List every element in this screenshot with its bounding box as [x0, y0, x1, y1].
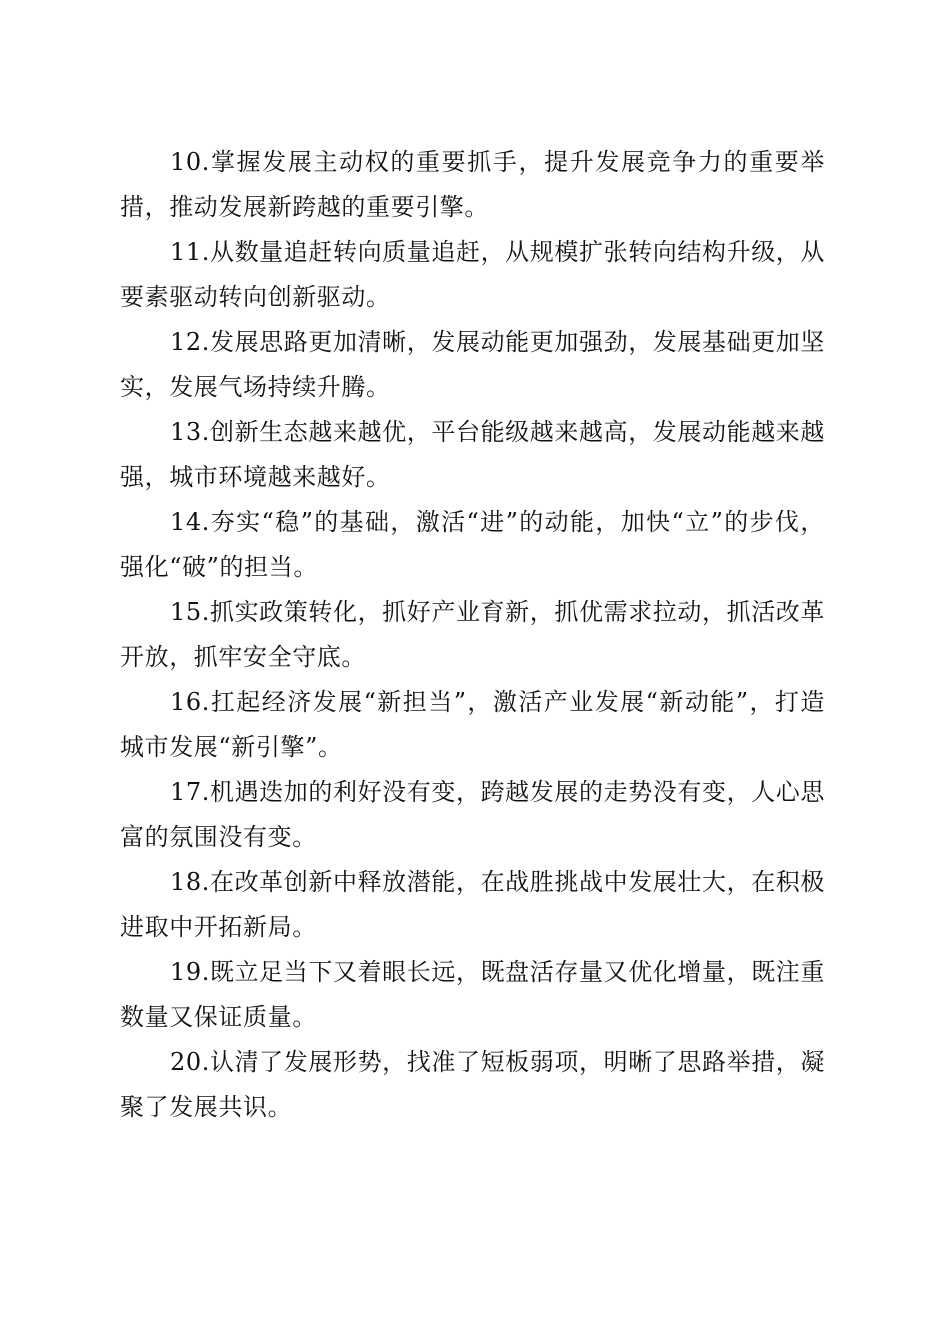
paragraph-12: 12.发展思路更加清晰，发展动能更加强劲，发展基础更加坚实，发展气场持续升腾。 [120, 328, 825, 401]
paragraph-17: 17.机遇迭加的利好没有变，跨越发展的走势没有变，人心思富的氛围没有变。 [120, 778, 825, 851]
paragraph-16: 16.扛起经济发展“新担当”，激活产业发展“新动能”，打造城市发展“新引擎”。 [120, 688, 825, 761]
paragraph-10: 10.掌握发展主动权的重要抓手，提升发展竞争力的重要举措，推动发展新跨越的重要引擎。 [120, 148, 825, 221]
paragraph-13: 13.创新生态越来越优，平台能级越来越高，发展动能越来越强，城市环境越来越好。 [120, 418, 825, 491]
paragraph-18: 18.在改革创新中释放潜能，在战胜挑战中发展壮大，在积极进取中开拓新局。 [120, 868, 825, 941]
paragraph-20: 20.认清了发展形势，找准了短板弱项，明晰了思路举措，凝聚了发展共识。 [120, 1048, 825, 1121]
paragraph-15: 15.抓实政策转化，抓好产业育新，抓优需求拉动，抓活改革开放，抓牢安全守底。 [120, 598, 825, 671]
paragraph-19: 19.既立足当下又着眼长远，既盘活存量又优化增量，既注重数量又保证质量。 [120, 958, 825, 1031]
paragraph-14: 14.夯实“稳”的基础，激活“进”的动能，加快“立”的步伐，强化“破”的担当。 [120, 508, 825, 581]
document-body [120, 140, 825, 1130]
paragraph-11: 11.从数量追赶转向质量追赶，从规模扩张转向结构升级，从要素驱动转向创新驱动。 [120, 238, 825, 311]
